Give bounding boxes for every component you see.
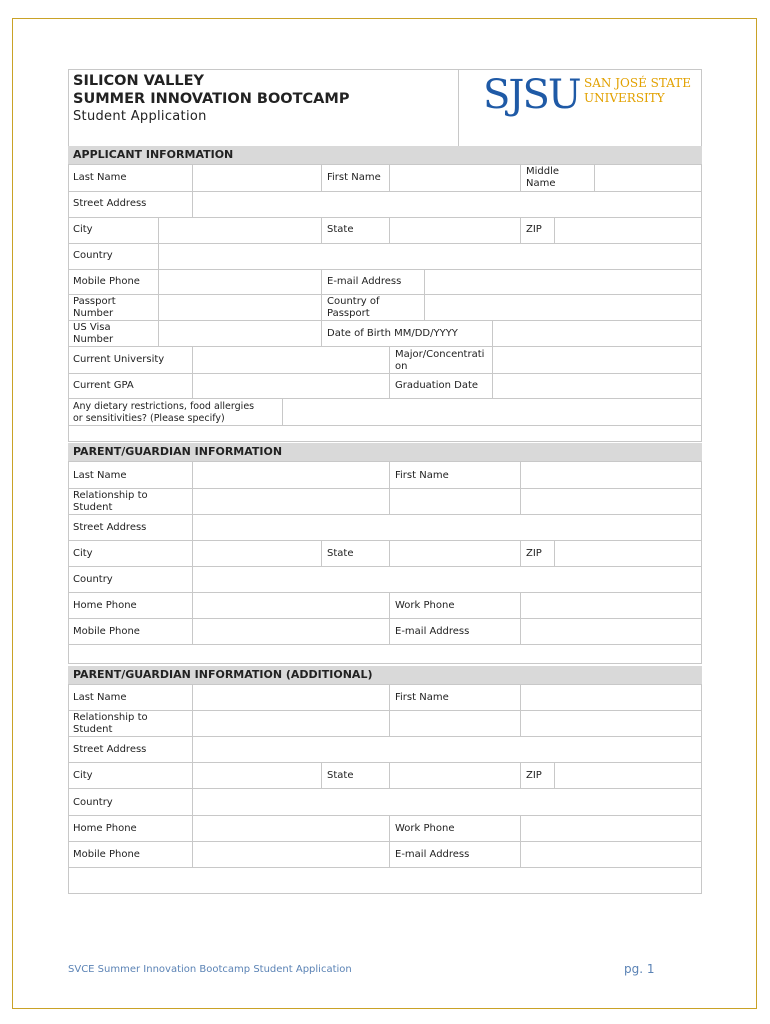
applicant-university-label: Current University bbox=[73, 354, 165, 365]
guardian2-street-field[interactable] bbox=[193, 737, 702, 762]
applicant-visa-label: US Visa Number bbox=[73, 322, 114, 345]
applicant-city-label: City bbox=[73, 224, 93, 235]
guardian1-mobile-label: Mobile Phone bbox=[73, 626, 140, 637]
applicant-state-field[interactable] bbox=[390, 218, 520, 243]
guardian2-home-phone-field[interactable] bbox=[193, 816, 389, 841]
guardian1-email-field[interactable] bbox=[521, 619, 702, 644]
guardian2-relationship-extra-field[interactable] bbox=[390, 711, 520, 736]
applicant-country-label: Country bbox=[73, 250, 113, 261]
guardian1-country-field[interactable] bbox=[193, 567, 702, 592]
guardian1-first-name-label: First Name bbox=[395, 470, 449, 481]
guardian1-work-phone-label: Work Phone bbox=[395, 600, 455, 611]
applicant-street-field[interactable] bbox=[193, 192, 702, 217]
guardian2-country-label: Country bbox=[73, 797, 113, 808]
applicant-gpa-label: Current GPA bbox=[73, 380, 134, 391]
guardian1-city-field[interactable] bbox=[193, 541, 321, 566]
applicant-mobile-field[interactable] bbox=[159, 270, 321, 294]
guardian2-relationship-label: Relationship to Student bbox=[73, 712, 148, 735]
title-line-1: SILICON VALLEY bbox=[73, 73, 204, 89]
applicant-mobile-label: Mobile Phone bbox=[73, 276, 140, 287]
applicant-middle-name-label: Middle Name bbox=[526, 166, 560, 189]
page-number: pg. 1 bbox=[624, 962, 655, 976]
applicant-last-name-field[interactable] bbox=[193, 165, 321, 191]
guardian2-home-phone-label: Home Phone bbox=[73, 823, 137, 834]
applicant-dietary-label: Any dietary restrictions, food allergies or sensitivities? (Please specify) bbox=[73, 401, 255, 424]
guardian2-first-name-field[interactable] bbox=[521, 685, 702, 710]
applicant-dietary-field[interactable] bbox=[283, 399, 702, 425]
guardian1-country-label: Country bbox=[73, 574, 113, 585]
guardian2-city-label: City bbox=[73, 770, 93, 781]
applicant-passport-country-field[interactable] bbox=[425, 295, 702, 320]
applicant-university-field[interactable] bbox=[193, 347, 389, 373]
guardian2-mobile-field[interactable] bbox=[193, 842, 389, 867]
guardian1-zip-label: ZIP bbox=[526, 548, 542, 559]
applicant-gpa-field[interactable] bbox=[193, 374, 389, 398]
guardian1-city-label: City bbox=[73, 548, 93, 559]
applicant-passport-country-label: Country of Passport bbox=[327, 296, 380, 319]
applicant-city-field[interactable] bbox=[159, 218, 321, 243]
guardian1-email-label: E-mail Address bbox=[395, 626, 470, 637]
guardian2-state-label: State bbox=[327, 770, 354, 781]
guardian1-relationship-extra-field[interactable] bbox=[390, 489, 520, 514]
applicant-email-label: E-mail Address bbox=[327, 276, 402, 287]
guardian2-street-label: Street Address bbox=[73, 744, 147, 755]
applicant-section-title: APPLICANT INFORMATION bbox=[68, 146, 702, 164]
guardian1-relationship-extra-field-2[interactable] bbox=[521, 489, 702, 514]
applicant-middle-name-field[interactable] bbox=[595, 165, 702, 191]
applicant-last-name-label: Last Name bbox=[73, 172, 127, 183]
applicant-dob-field[interactable] bbox=[493, 321, 702, 346]
guardian2-state-field[interactable] bbox=[390, 763, 520, 788]
guardian1-first-name-field[interactable] bbox=[521, 462, 702, 488]
applicant-first-name-label: First Name bbox=[327, 172, 381, 183]
applicant-zip-label: ZIP bbox=[526, 224, 542, 235]
footer-text: SVCE Summer Innovation Bootcamp Student Application bbox=[68, 964, 352, 975]
guardian2-last-name-label: Last Name bbox=[73, 692, 127, 703]
guardian1-home-phone-field[interactable] bbox=[193, 593, 389, 618]
guardian1-work-phone-field[interactable] bbox=[521, 593, 702, 618]
guardian1-street-field[interactable] bbox=[193, 515, 702, 540]
guardian1-last-name-field[interactable] bbox=[193, 462, 389, 488]
guardian1-state-label: State bbox=[327, 548, 354, 559]
guardian2-country-field[interactable] bbox=[193, 789, 702, 815]
form-subtitle: Student Application bbox=[73, 109, 207, 124]
guardian2-mobile-label: Mobile Phone bbox=[73, 849, 140, 860]
applicant-grad-date-label: Graduation Date bbox=[395, 380, 479, 391]
guardian2-first-name-label: First Name bbox=[395, 692, 449, 703]
applicant-major-label: Major/Concentrati on bbox=[395, 349, 485, 372]
applicant-grad-date-field[interactable] bbox=[493, 374, 702, 398]
guardian1-zip-field[interactable] bbox=[555, 541, 702, 566]
applicant-country-field[interactable] bbox=[159, 244, 702, 269]
applicant-passport-field[interactable] bbox=[159, 295, 321, 320]
guardian-additional-section-title: PARENT/GUARDIAN INFORMATION (ADDITIONAL) bbox=[68, 666, 702, 684]
sjsu-logo: SJSU bbox=[483, 72, 580, 118]
title-line-2: SUMMER INNOVATION BOOTCAMP bbox=[73, 91, 350, 107]
header-divider bbox=[458, 69, 459, 147]
guardian2-relationship-extra-field-2[interactable] bbox=[521, 711, 702, 736]
guardian1-relationship-label: Relationship to Student bbox=[73, 490, 148, 513]
guardian1-last-name-label: Last Name bbox=[73, 470, 127, 481]
university-name: SAN JOSÉ STATE UNIVERSITY bbox=[584, 76, 691, 105]
guardian2-email-label: E-mail Address bbox=[395, 849, 470, 860]
guardian1-street-label: Street Address bbox=[73, 522, 147, 533]
applicant-visa-field[interactable] bbox=[159, 321, 321, 346]
guardian2-work-phone-field[interactable] bbox=[521, 816, 702, 841]
guardian2-work-phone-label: Work Phone bbox=[395, 823, 455, 834]
guardian1-home-phone-label: Home Phone bbox=[73, 600, 137, 611]
guardian1-state-field[interactable] bbox=[390, 541, 520, 566]
applicant-major-field[interactable] bbox=[493, 347, 702, 373]
guardian2-email-field[interactable] bbox=[521, 842, 702, 867]
guardian2-zip-field[interactable] bbox=[555, 763, 702, 788]
applicant-passport-label: Passport Number bbox=[73, 296, 116, 319]
guardian2-city-field[interactable] bbox=[193, 763, 321, 788]
applicant-first-name-field[interactable] bbox=[390, 165, 520, 191]
guardian1-relationship-field[interactable] bbox=[193, 489, 389, 514]
applicant-street-label: Street Address bbox=[73, 198, 147, 209]
applicant-dob-label: Date of Birth MM/DD/YYYY bbox=[327, 328, 458, 339]
guardian1-mobile-field[interactable] bbox=[193, 619, 389, 644]
applicant-email-field[interactable] bbox=[425, 270, 702, 294]
guardian2-zip-label: ZIP bbox=[526, 770, 542, 781]
guardian2-relationship-field[interactable] bbox=[193, 711, 389, 736]
guardian-section-title: PARENT/GUARDIAN INFORMATION bbox=[68, 443, 702, 461]
applicant-state-label: State bbox=[327, 224, 354, 235]
guardian2-last-name-field[interactable] bbox=[193, 685, 389, 710]
applicant-zip-field[interactable] bbox=[555, 218, 702, 243]
